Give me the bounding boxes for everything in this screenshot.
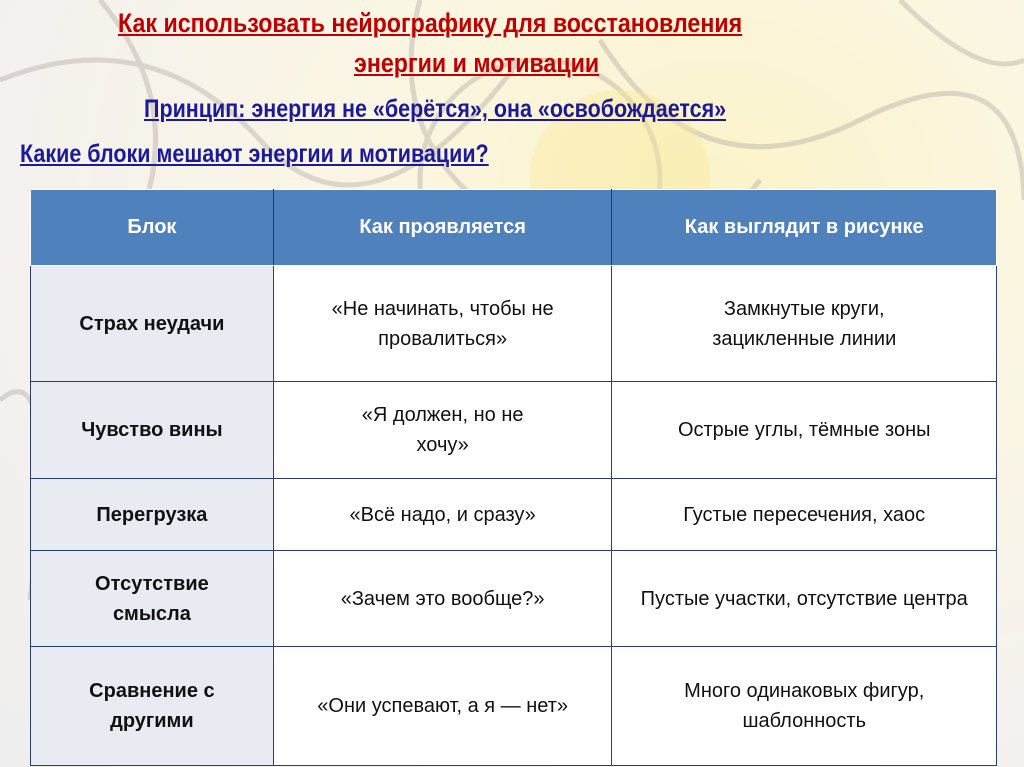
table-row [31,479,997,551]
principle-subtitle: Принцип: энергия не «берётся», она «освобождается» [144,95,727,123]
table-row [31,551,997,647]
slide-title-line1: Как использовать нейрографику для восстановления [118,8,743,38]
cell-block: Отсутствие смысла [31,551,274,647]
header-manifestation: Как проявляется [273,190,612,266]
cell-manifestation: «Зачем это вообще?» [273,551,612,647]
slide-title-line2: энергии и мотивации [354,48,600,78]
question-heading: Какие блоки мешают энергии и мотивации? [20,140,489,168]
cell-manifestation: «Всё надо, и сразу» [273,479,612,551]
cell-drawing: Пустые участки, отсутствие центра [612,551,997,647]
table-row [31,647,997,766]
cell-block: Перегрузка [31,479,274,551]
table-header-row [31,190,997,266]
cell-drawing: Много одинаковых фигур, шаблонность [612,647,997,766]
cell-block: Страх неудачи [31,266,274,382]
table-row [31,382,997,479]
header-block: Блок [31,190,274,266]
blocks-table [30,189,997,766]
cell-manifestation: «Не начинать, чтобы не провалиться» [273,266,612,382]
cell-manifestation: «Они успевают, а я — нет» [273,647,612,766]
cell-block: Чувство вины [31,382,274,479]
table-row [31,266,997,382]
cell-drawing: Замкнутые круги, зацикленные линии [612,266,997,382]
cell-drawing: Острые углы, тёмные зоны [612,382,997,479]
cell-block: Сравнение с другими [31,647,274,766]
cell-manifestation: «Я должен, но не хочу» [273,382,612,479]
cell-drawing: Густые пересечения, хаос [612,479,997,551]
header-drawing: Как выглядит в рисунке [612,190,997,266]
